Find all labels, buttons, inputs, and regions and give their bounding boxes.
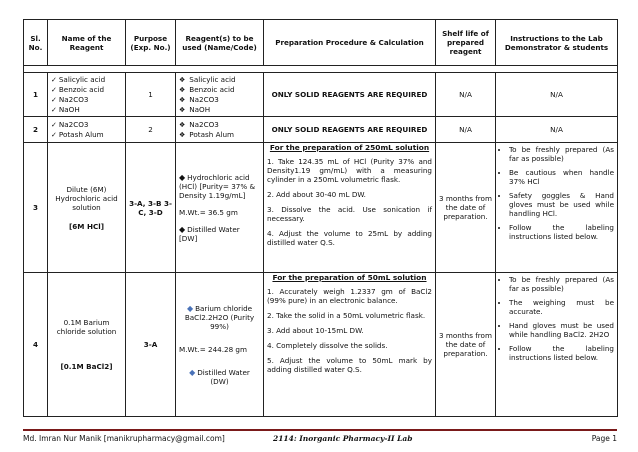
row-reagents-cell (176, 117, 264, 143)
reagent-code: [6M HCl] (69, 221, 104, 231)
table-spacer (24, 66, 618, 73)
row-shelf-life: 3 months from the date of preparation. (436, 273, 496, 417)
row-name-cell (48, 73, 126, 117)
table-row (24, 273, 618, 417)
molecular-weight: M.Wt.= 36.5 gm (179, 207, 238, 217)
list-item: ✓ Potash Alum (51, 130, 122, 140)
footer-course-title: 2114: Inorganic Pharmacy-II Lab (273, 434, 413, 443)
row-procedure: ONLY SOLID REAGENTS ARE REQUIRED (264, 117, 436, 143)
row-instructions: N/A (496, 73, 618, 117)
row-purpose: 2 (126, 117, 176, 143)
list-item: ❖ Na2CO3 (179, 120, 260, 130)
row-sl: 2 (24, 117, 48, 143)
procedure-step: 3. Add about 10-15mL DW. (267, 326, 364, 335)
row-shelf-life: N/A (436, 117, 496, 143)
procedure-step: 2. Add about 30-40 mL DW. (267, 190, 366, 199)
table-row (24, 117, 618, 143)
row-purpose: 1 (126, 73, 176, 117)
reagent-primary: Barium chloride BaCl2.2H2O (Purity 99%) (184, 303, 255, 331)
row-sl: 3 (24, 143, 48, 273)
row-instructions-cell (496, 143, 618, 273)
list-item: ❖ Na2CO3 (179, 95, 260, 105)
row-purpose: 3-A (126, 273, 176, 417)
row-name-cell (48, 273, 126, 417)
instruction-item: • Follow the labeling instructions listed below. (509, 223, 614, 241)
row-name-cell (48, 143, 126, 273)
list-item: ✓ NaOH (51, 105, 122, 115)
list-item: ❖ Benzoic acid (179, 85, 260, 95)
header-procedure: Preparation Procedure & Calculation (264, 20, 436, 66)
reagent-name: 0.1M Barium chloride solution (56, 318, 117, 336)
reagent-secondary: Distilled Water (DW) (197, 367, 250, 386)
header-reagent-name: Name of the Reagent (48, 20, 126, 66)
row-sl: 4 (24, 273, 48, 417)
list-item: ✓ Benzoic acid (51, 85, 122, 95)
page-footer (23, 429, 617, 445)
instruction-item: • The weighing must be accurate. (509, 298, 614, 316)
diamond-bullet-icon: ◆ (179, 172, 186, 182)
row-instructions-cell (496, 273, 618, 417)
row-name-cell (48, 117, 126, 143)
row-reagents-cell (176, 273, 264, 417)
row-purpose: 3-A, 3-B 3-C, 3-D (126, 143, 176, 273)
header-reagents-used: Reagent(s) to be used (Name/Code) (176, 20, 264, 66)
list-item: ✓ Salicylic acid (51, 75, 122, 85)
procedure-step: 4. Adjust the volume to 25mL by adding distilled water Q.S. (267, 229, 432, 247)
procedure-step: 4. Completely dissolve the solids. (267, 341, 388, 350)
procedure-title: For the preparation of 250mL solution (269, 143, 430, 152)
reagent-name: Dilute (6M) Hydrochloric acid solution (55, 184, 118, 212)
procedure-step: 1. Accurately weigh 1.2337 gm of BaCl2 (99% pure) in an electronic balance. (267, 287, 432, 305)
instruction-item: • To be freshly prepared (As far as possible) (509, 275, 614, 293)
reagent-secondary: Distilled Water [DW] (179, 224, 240, 243)
instruction-item: • Be cautious when handle 37% HCl (509, 168, 614, 186)
instruction-item: • Hand gloves must be used while handling BaCl2. 2H2O (509, 321, 614, 339)
list-item: ❖ Potash Alum (179, 130, 260, 140)
row-shelf-life: 3 months from the date of preparation. (436, 143, 496, 273)
instruction-item: • To be freshly prepared (As far as possible) (509, 145, 614, 163)
footer-page-number: Page 1 (591, 434, 617, 443)
row-reagents-cell (176, 143, 264, 273)
instruction-item: • Safety goggles & Hand gloves must be used while handling HCl. (509, 191, 614, 218)
header-shelf-life: Shelf life of prepared reagent (436, 20, 496, 66)
diamond-bullet-icon: ◆ (189, 367, 196, 377)
header-purpose: Purpose (Exp. No.) (126, 20, 176, 66)
row-procedure-cell (264, 143, 436, 273)
procedure-step: 2. Take the solid in a 50mL volumetric flask. (267, 311, 426, 320)
diamond-bullet-icon: ◆ (186, 303, 194, 313)
instruction-item: • Follow the labeling instructions listed below. (509, 344, 614, 362)
reagent-primary: Hydrochloric acid (HCl) [Purity= 37% & Density 1.19g/mL] (179, 172, 256, 200)
list-item: ✓ Na2CO3 (51, 120, 122, 130)
procedure-step: 5. Adjust the volume to 50mL mark by adding distilled water Q.S. (267, 356, 432, 374)
table-header-row (24, 20, 618, 66)
table-row (24, 143, 618, 273)
procedure-step: 1. Take 124.35 mL of HCl (Purity 37% and Density1.19 gm/mL) with a measuring cylinder in a 250mL volumetric flask. (267, 157, 432, 184)
reagent-code: [0.1M BaCl2] (60, 362, 113, 371)
footer-author: Md. Imran Nur Manik [manikrupharmacy@gmail.com] (23, 434, 225, 443)
molecular-weight: M.Wt.= 244.28 gm (179, 344, 248, 354)
procedure-title: For the preparation of 50mL solution (272, 273, 427, 282)
diamond-bullet-icon: ◆ (179, 224, 186, 234)
list-item: ✓ Na2CO3 (51, 95, 122, 105)
row-procedure: ONLY SOLID REAGENTS ARE REQUIRED (264, 73, 436, 117)
procedure-step: 3. Dissolve the acid. Use sonication if necessary. (267, 205, 432, 223)
header-instructions: Instructions to the Lab Demonstrator & students (496, 20, 618, 66)
table-row (24, 73, 618, 117)
list-item: ❖ Salicylic acid (179, 75, 260, 85)
row-sl: 1 (24, 73, 48, 117)
header-sl-no: Sl. No. (24, 20, 48, 66)
row-shelf-life: N/A (436, 73, 496, 117)
row-procedure-cell (264, 273, 436, 417)
row-instructions: N/A (496, 117, 618, 143)
list-item: ❖ NaOH (179, 105, 260, 115)
reagent-table (23, 19, 618, 417)
row-reagents-cell (176, 73, 264, 117)
